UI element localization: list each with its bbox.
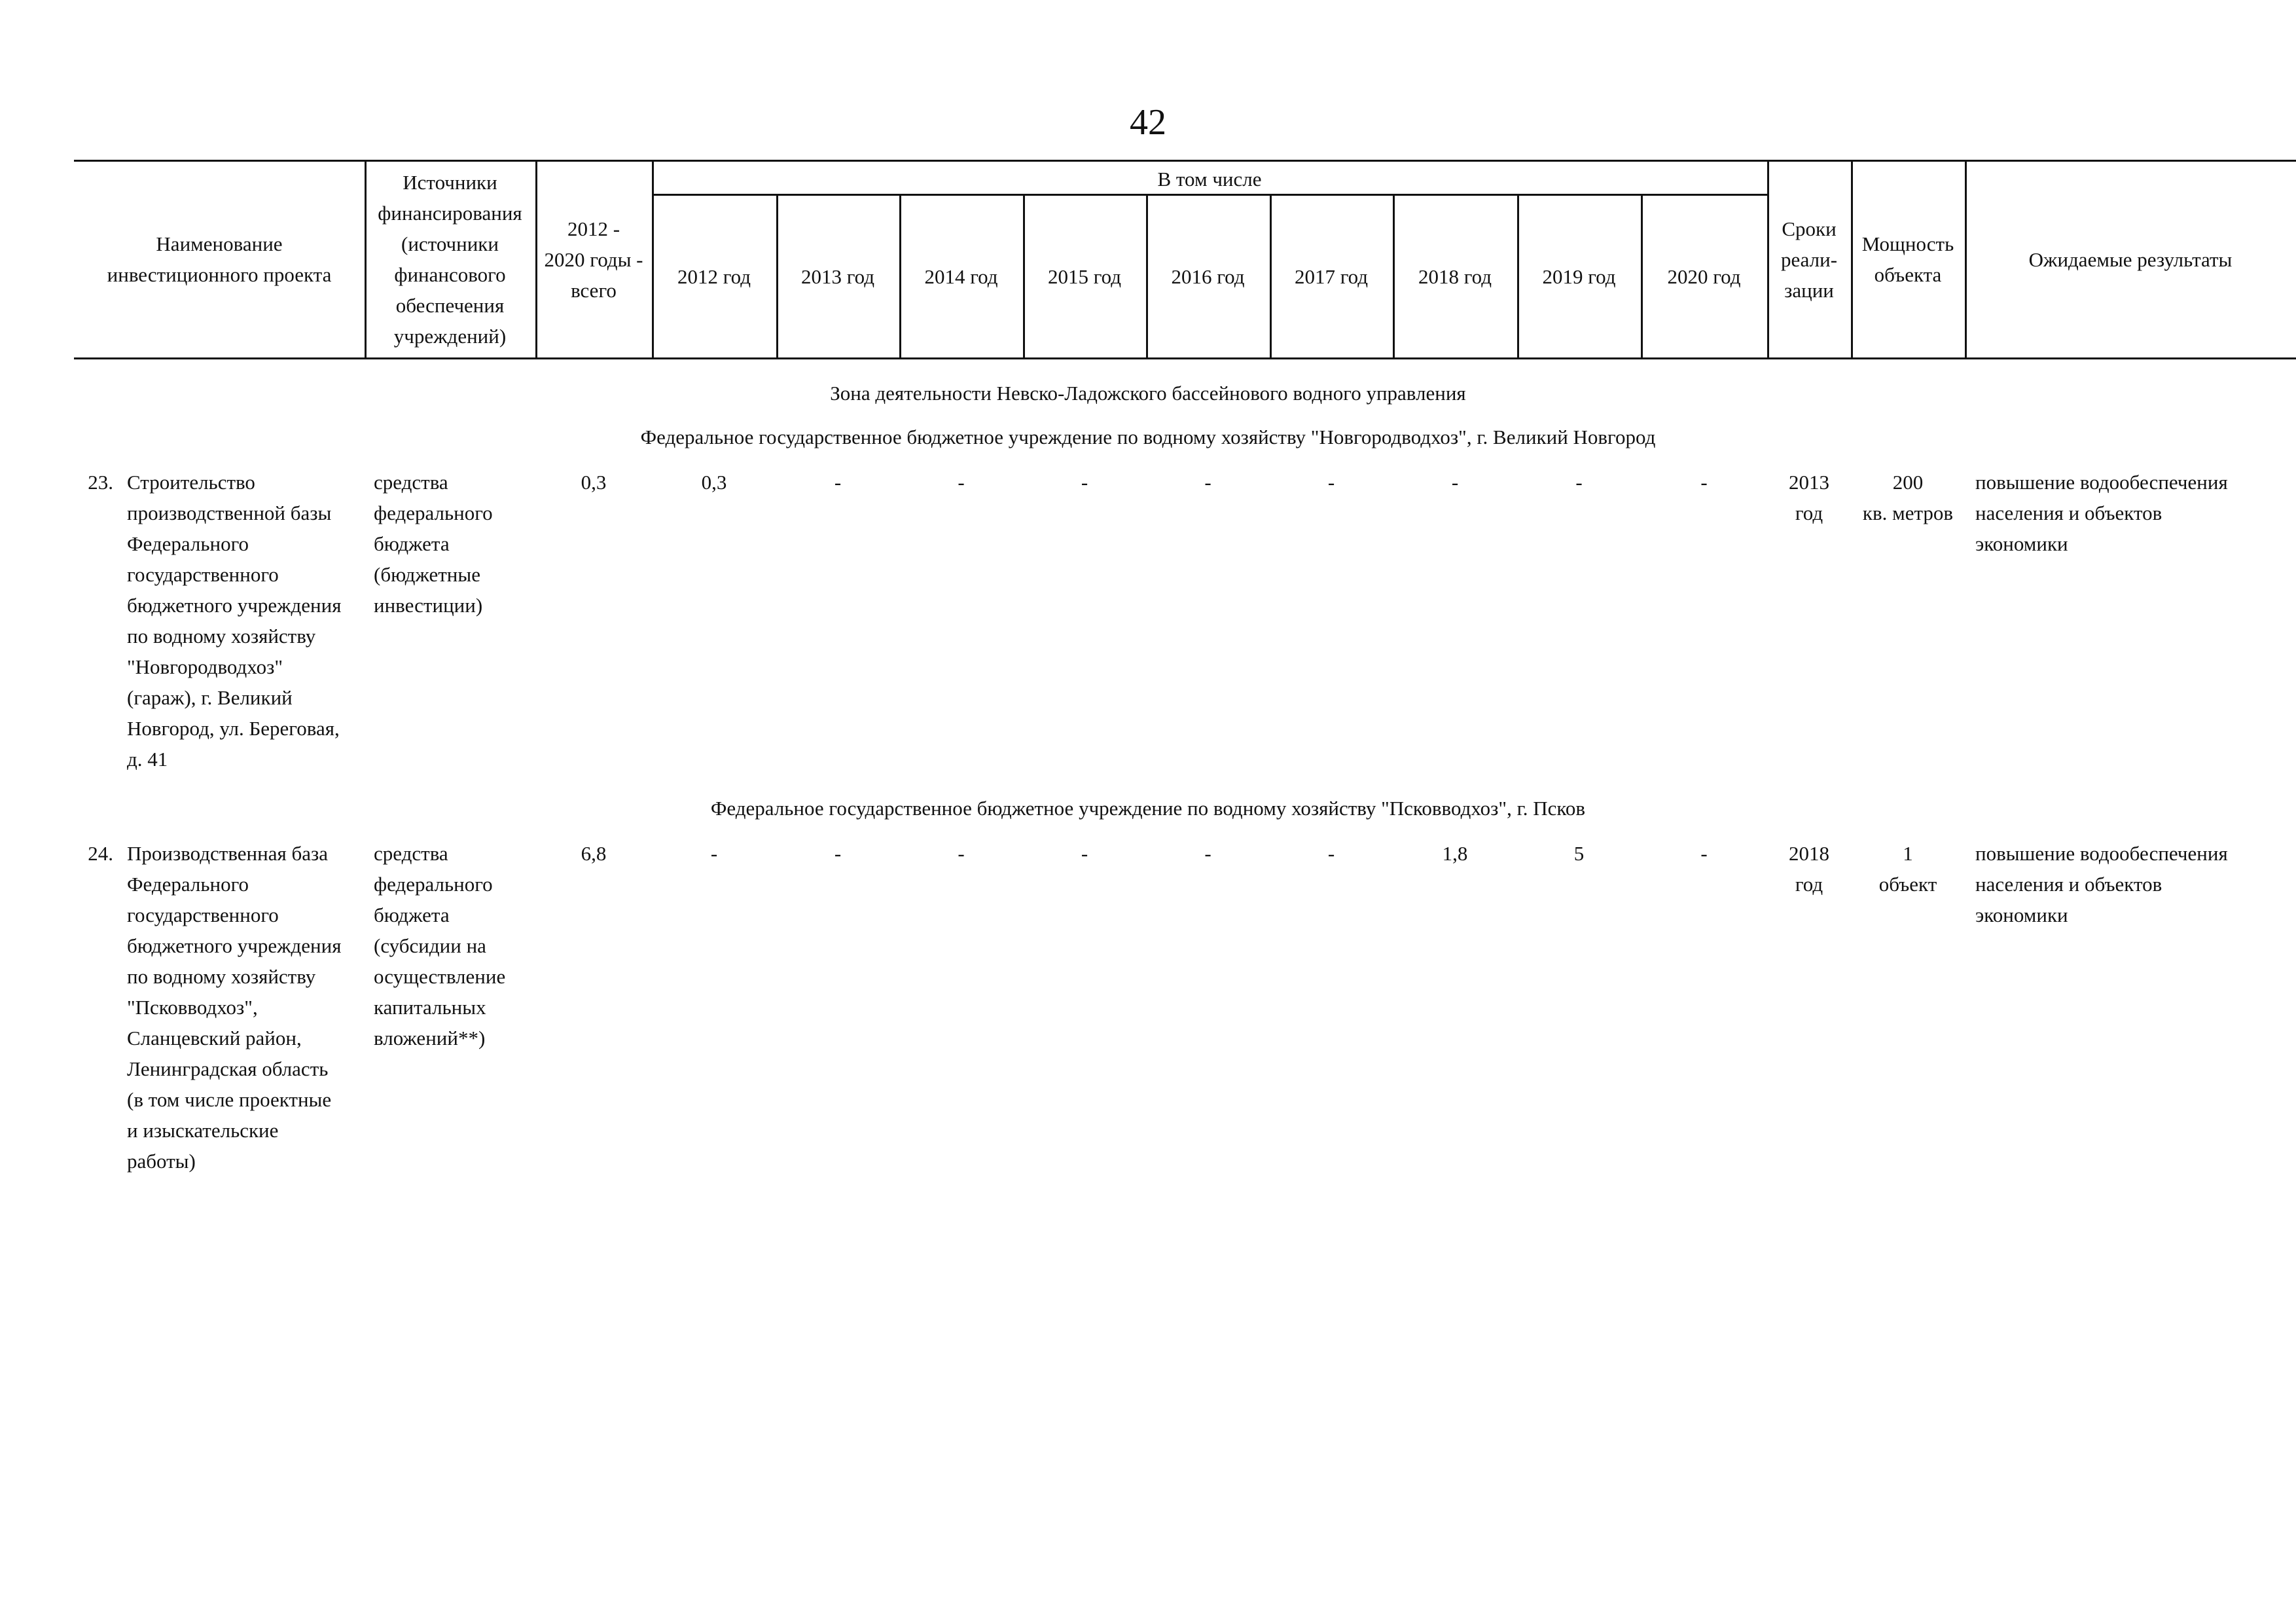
funding-source: средства федерального бюджета (субсидии на осуществление капитальных вложений**) bbox=[374, 842, 506, 1049]
year-value-2015: - bbox=[1081, 842, 1088, 865]
year-value-2016: - bbox=[1204, 842, 1211, 865]
year-value-2017: - bbox=[1327, 471, 1335, 494]
header-year-2013: 2013 год bbox=[800, 264, 875, 288]
year-value-2020: - bbox=[1700, 842, 1708, 865]
object-capacity: 1 объект bbox=[1878, 842, 1937, 896]
year-value-2016: - bbox=[1204, 471, 1211, 494]
funding-source: средства федерального бюджета (бюджетные инвестиции) bbox=[374, 471, 493, 617]
total-value: 6,8 bbox=[581, 842, 607, 865]
object-capacity: 200 кв. метров bbox=[1862, 471, 1954, 524]
header-year-2017: 2017 год bbox=[1294, 264, 1369, 288]
year-value-2018: 1,8 bbox=[1442, 842, 1468, 865]
row-number: 24. bbox=[88, 842, 113, 865]
year-value-2020: - bbox=[1700, 471, 1708, 494]
year-value-2019: 5 bbox=[1573, 842, 1585, 865]
header-results: Ожидаемые результаты bbox=[2028, 247, 2233, 271]
implementation-term: 2018 год bbox=[1789, 842, 1829, 896]
header-capacity: Мощность объекта bbox=[1861, 232, 1954, 286]
header-total: 2012 - 2020 годы - всего bbox=[544, 217, 643, 302]
year-value-2014: - bbox=[958, 471, 965, 494]
header-terms: Сроки реали- зации bbox=[1780, 217, 1838, 302]
header-year-2016: 2016 год bbox=[1171, 264, 1245, 288]
project-name: Производственная база Федерального государственного бюджетного учреждения по водному хозяйству "Псковводхоз", Сланцевский район, Ленинградская область (в том числе проектные и изыскательские работы) bbox=[127, 842, 342, 1173]
header-bottom-border bbox=[74, 357, 2296, 359]
year-value-2013: - bbox=[834, 842, 842, 865]
expected-result: повышение водообеспечения населения и объектов экономики bbox=[1975, 471, 2228, 555]
expected-result: повышение водообеспечения населения и объектов экономики bbox=[1975, 842, 2228, 926]
year-value-2012: - bbox=[710, 842, 718, 865]
year-value-2015: - bbox=[1081, 471, 1088, 494]
header-name: Наименование инвестиционного проекта bbox=[107, 232, 332, 286]
header-year-2020: 2020 год bbox=[1667, 264, 1741, 288]
project-name: Строительство производственной базы Федерального государственного бюджетного учреждения по водному хозяйству "Новгородводхоз" (гараж), г. Великий Новгород, ул. Береговая, д. 41 bbox=[127, 471, 342, 771]
header-year-2014: 2014 год bbox=[924, 264, 998, 288]
implementation-term: 2013 год bbox=[1789, 471, 1829, 524]
row-number: 23. bbox=[88, 471, 113, 494]
year-value-2013: - bbox=[834, 471, 842, 494]
group-title: Федеральное государственное бюджетное учреждение по водному хозяйству "Новгородводхоз", г. Великий Новгород bbox=[640, 426, 1656, 448]
year-value-2012: 0,3 bbox=[701, 471, 727, 494]
year-value-2018: - bbox=[1451, 471, 1459, 494]
zone-title: Зона деятельности Невско-Ладожского бассейнового водного управления bbox=[830, 382, 1466, 405]
year-value-2014: - bbox=[958, 842, 965, 865]
header-sources: Источники финансирования (источники финансового обеспечения учреждений) bbox=[378, 171, 522, 348]
year-value-2017: - bbox=[1327, 842, 1335, 865]
total-value: 0,3 bbox=[581, 471, 607, 494]
header-year-2012: 2012 год bbox=[677, 264, 751, 288]
header-year-2018: 2018 год bbox=[1418, 264, 1492, 288]
group-title: Федеральное государственное бюджетное учреждение по водному хозяйству "Псковводхоз", г. Псков bbox=[710, 797, 1586, 820]
header-year-2015: 2015 год bbox=[1047, 264, 1122, 288]
page-number: 42 bbox=[1130, 102, 1166, 143]
header-including: В том числе bbox=[1157, 167, 1262, 191]
header-year-2019: 2019 год bbox=[1542, 264, 1616, 288]
year-value-2019: - bbox=[1575, 471, 1583, 494]
